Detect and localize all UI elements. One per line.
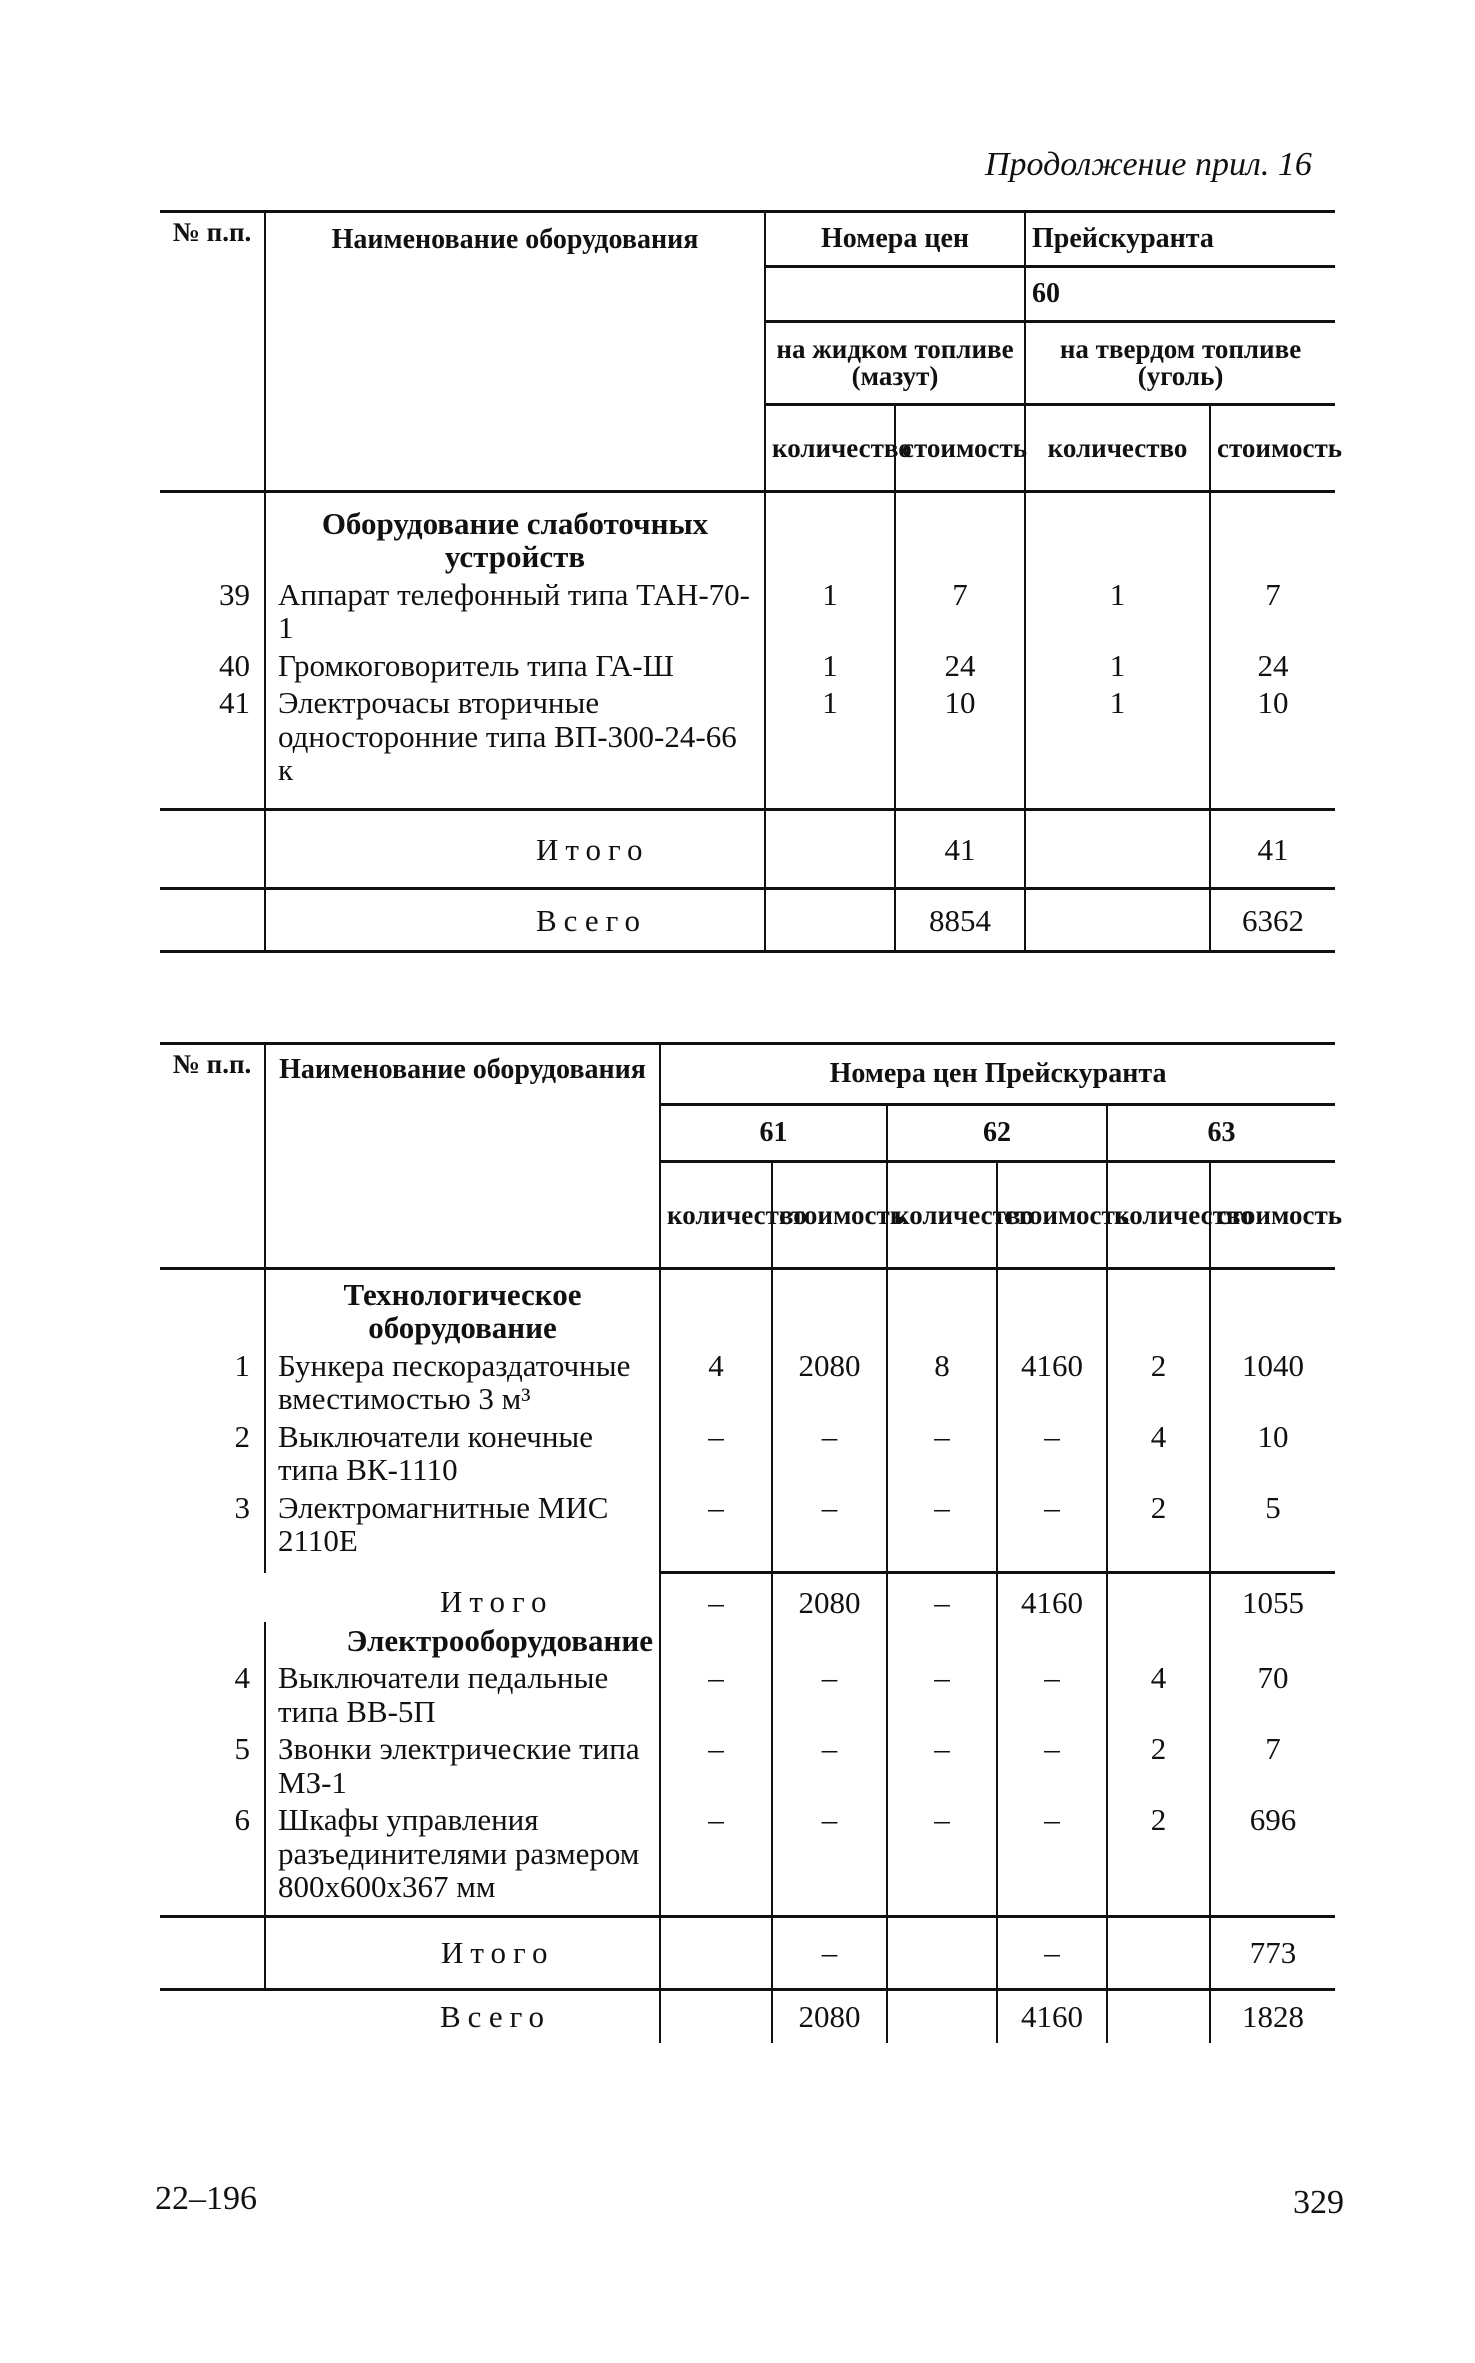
equipment-name: Электрочасы вторичные односторонние типа ВП-300-24-66 к (265, 684, 765, 810)
row-number: 40 (160, 647, 265, 684)
price-number-63: 63 (1107, 1105, 1335, 1162)
qty-liquid: 1 (765, 647, 895, 684)
section-title: Технологическое оборудование (265, 1269, 660, 1347)
qty-61: – (660, 1489, 772, 1573)
page-code: 22–196 (155, 2180, 257, 2217)
qty-61: 4 (660, 1347, 772, 1418)
equipment-name: Электромагнитные МИС 2110Е (265, 1489, 660, 1573)
section-title: Электрооборудование (265, 1622, 660, 1659)
row-number: 4 (160, 1659, 265, 1730)
col-name-header: Наименование оборудования (265, 1044, 660, 1269)
itogo-row (160, 1573, 1335, 1622)
cost-62: – (997, 1730, 1107, 1801)
qty-63: 2 (1107, 1730, 1210, 1801)
section-row (160, 1269, 1335, 1347)
equipment-name: Бункера пескораздаточные вместимостью 3 м³ (265, 1347, 660, 1418)
qty-61: – (660, 1730, 772, 1801)
itogo-cost-63: 773 (1249, 1935, 1297, 1971)
cost-solid: 10 (1257, 685, 1289, 721)
vsego-row (160, 1990, 1335, 2044)
table-row (160, 1347, 1335, 1418)
cost-62: – (997, 1418, 1107, 1489)
price-group-header: Номера цен Прейскуранта (660, 1044, 1335, 1105)
price-table-60 (160, 210, 1343, 953)
itogo-qty-62: – (887, 1573, 997, 1622)
table-row (160, 684, 1335, 810)
qty-61: – (660, 1418, 772, 1489)
qty-liquid: 1 (765, 576, 895, 647)
price-table-61-63 (160, 1042, 1343, 2043)
row-number: 1 (160, 1347, 265, 1418)
cost-63: 696 (1249, 1802, 1297, 1838)
cost-63: 5 (1265, 1489, 1281, 1525)
qty-header-62: количество (887, 1162, 997, 1269)
price-group-header-right: Прейскуранта (1025, 212, 1335, 267)
cost-62: – (997, 1801, 1107, 1917)
row-number: 3 (160, 1489, 265, 1573)
itogo-row (160, 810, 1335, 889)
qty-header-61: количество (660, 1162, 772, 1269)
itogo-label: Итого (265, 1917, 660, 1990)
col-no-header: № п.п. (160, 212, 265, 492)
qty-62: – (887, 1418, 997, 1489)
qty-solid: 1 (1025, 647, 1210, 684)
row-number: 2 (160, 1418, 265, 1489)
cost-61: – (772, 1489, 887, 1573)
vsego-cost-63: 1828 (1242, 1999, 1304, 2035)
itogo-label: Итого (265, 810, 765, 889)
cost-header-62: стоимость (997, 1162, 1107, 1269)
price-number-62: 62 (887, 1105, 1107, 1162)
vsego-cost-62: 4160 (997, 1990, 1107, 2044)
equipment-name: Выключатели конечные типа ВК-1110 (265, 1418, 660, 1489)
equipment-name: Шкафы управления разъединителями размером 800х600х367 мм (265, 1801, 660, 1917)
section-row (160, 1622, 1335, 1659)
col-name-header: Наименование оборудования (265, 212, 765, 492)
col-no-header: № п.п. (160, 1044, 265, 1269)
qty-61: – (660, 1659, 772, 1730)
table1-header-row (160, 212, 1335, 267)
qty-63: 2 (1107, 1347, 1210, 1418)
qty-header-63: количество (1107, 1162, 1210, 1269)
cost-solid: 7 (1265, 576, 1281, 612)
qty-62: – (887, 1489, 997, 1573)
itogo-cost-solid: 41 (1257, 831, 1289, 867)
itogo-cost-61: – (772, 1917, 887, 1990)
itogo-qty-61: – (660, 1573, 772, 1622)
vsego-row (160, 889, 1335, 952)
qty-63: 4 (1107, 1418, 1210, 1489)
row-number: 5 (160, 1730, 265, 1801)
equipment-name: Звонки электрические типа МЗ-1 (265, 1730, 660, 1801)
cost-header-63: стоимость (1217, 1199, 1343, 1230)
vsego-cost-61: 2080 (772, 1990, 887, 2044)
cost-62: – (997, 1489, 1107, 1573)
cost-63: 7 (1265, 1731, 1281, 1767)
qty-62: – (887, 1659, 997, 1730)
cost-liquid: 24 (895, 647, 1025, 684)
qty-solid: 1 (1025, 684, 1210, 810)
section-row (160, 492, 1335, 576)
price-number-60: 60 (1025, 267, 1335, 322)
qty-61: – (660, 1801, 772, 1917)
cost-liquid: 7 (895, 576, 1025, 647)
page-number: 329 (1293, 2184, 1344, 2221)
cost-62: 4160 (997, 1347, 1107, 1418)
price-group-header-left: Номера цен (765, 212, 1025, 267)
qty-liquid: 1 (765, 684, 895, 810)
cost-61: – (772, 1418, 887, 1489)
itogo-label: Итого (265, 1573, 660, 1622)
qty-63: 4 (1107, 1659, 1210, 1730)
table-row (160, 1659, 1335, 1730)
itogo-cost-62: – (997, 1917, 1107, 1990)
equipment-name: Выключатели педальные типа ВВ-5П (265, 1659, 660, 1730)
cost-61: 2080 (772, 1347, 887, 1418)
cost-62: – (997, 1659, 1107, 1730)
table-row (160, 1418, 1335, 1489)
table-row (160, 1489, 1335, 1573)
row-number: 6 (160, 1801, 265, 1917)
itogo-cost-62: 4160 (997, 1573, 1107, 1622)
table-row (160, 1730, 1335, 1801)
cost-header-61: стоимость (772, 1162, 887, 1269)
qty-62: – (887, 1801, 997, 1917)
page-caption: Продолжение прил. 16 (985, 146, 1312, 183)
qty-header-liquid: количество (765, 405, 895, 492)
itogo-cost-61: 2080 (772, 1573, 887, 1622)
cost-63: 70 (1257, 1660, 1289, 1696)
itogo-cost-63: 1055 (1210, 1573, 1335, 1622)
price-number-61: 61 (660, 1105, 887, 1162)
itogo-cost-liquid: 41 (895, 810, 1025, 889)
cost-63: 10 (1257, 1418, 1289, 1454)
liquid-fuel-header: на жидком топливе (мазут) (765, 322, 1025, 405)
equipment-name: Аппарат телефонный типа ТАН-70-1 (265, 576, 765, 647)
section-title: Оборудование слаботочных устройств (265, 492, 765, 576)
table-row (160, 576, 1335, 647)
cost-61: – (772, 1801, 887, 1917)
cost-liquid: 10 (895, 684, 1025, 810)
itogo-row (160, 1917, 1335, 1990)
qty-header-solid: количество (1025, 405, 1210, 492)
qty-62: 8 (887, 1347, 997, 1418)
qty-62: – (887, 1730, 997, 1801)
equipment-name: Громкоговоритель типа ГА-Ш (265, 647, 765, 684)
cost-63: 1040 (1242, 1347, 1304, 1383)
row-number: 41 (160, 684, 265, 810)
table-row (160, 1801, 1335, 1917)
table2-header-row (160, 1044, 1335, 1105)
cost-61: – (772, 1659, 887, 1730)
vsego-cost-liquid: 8854 (895, 889, 1025, 952)
cost-header-liquid: стоимость (895, 405, 1025, 492)
cost-61: – (772, 1730, 887, 1801)
vsego-cost-solid: 6362 (1242, 902, 1305, 938)
table-row (160, 647, 1335, 684)
cost-solid: 24 (1257, 647, 1289, 683)
solid-fuel-header: на твердом топливе (уголь) (1025, 322, 1335, 405)
row-number: 39 (160, 576, 265, 647)
cost-header-solid: стоимость (1217, 432, 1343, 463)
qty-63: 2 (1107, 1489, 1210, 1573)
qty-solid: 1 (1025, 576, 1210, 647)
vsego-label: Всего (265, 889, 765, 952)
qty-63: 2 (1107, 1801, 1210, 1917)
vsego-label: Всего (265, 1990, 660, 2044)
